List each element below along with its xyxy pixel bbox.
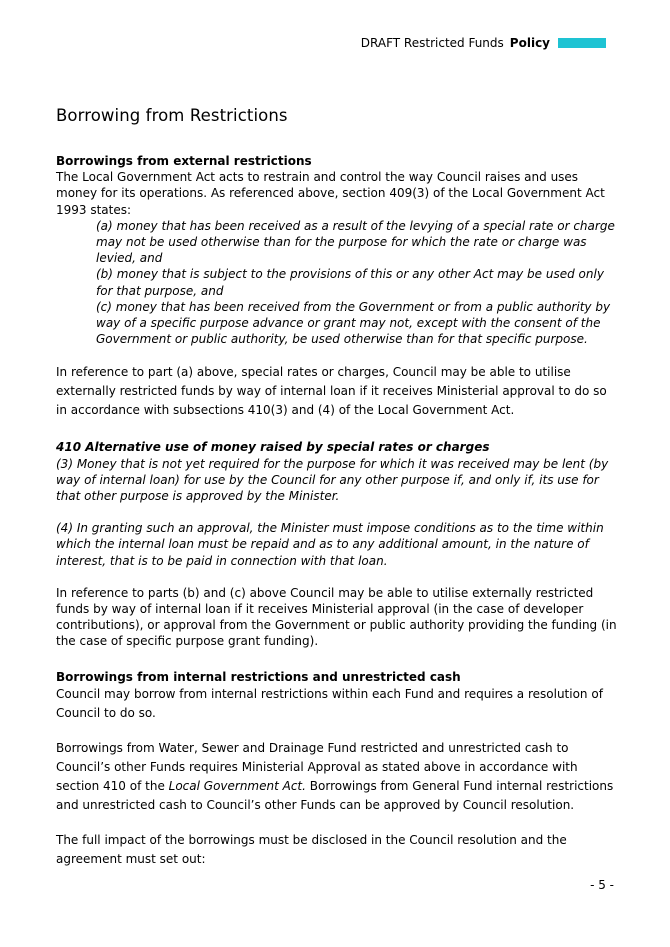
external-restrictions-heading: Borrowings from external restrictions bbox=[56, 154, 312, 168]
internal-restrictions-heading: Borrowings from internal restrictions and unrestricted cash bbox=[56, 669, 461, 684]
header-title-bold: Policy bbox=[509, 36, 550, 50]
page-content bbox=[56, 106, 618, 869]
internal-para-1: Council may borrow from internal restrictions within each Fund and requires a resolution of Council to do so. bbox=[56, 686, 603, 720]
act-name-italic: Local Government Act. bbox=[168, 778, 306, 793]
list-item: (c) money that has been received from the Government or from a public authority by way of a specific purpose advance or grant may not, except with the consent of the Government or public authority, be used otherwise than for that specific purpose. bbox=[96, 299, 611, 347]
header-title: DRAFT Restricted Funds bbox=[360, 36, 504, 50]
list-item: (b) money that is subject to the provisions of this or any other Act may be used only for that purpose, and bbox=[96, 267, 604, 298]
internal-para-3: The full impact of the borrowings must be disclosed in the Council resolution and the agreement must set out: bbox=[56, 832, 567, 866]
section-410-para-3: (3) Money that is not yet required for the purpose for which it was received may be lent (by way of internal loan) for use by the Council for any other purpose if, and only if, its use for that other purpose is approved by the Minister. bbox=[56, 456, 609, 504]
section-410-para-4: (4) In granting such an approval, the Minister must impose conditions as to the time within which the internal loan must be repaid and as to any additional amount, in the nature of interest, that is to be paid in connection with that loan. bbox=[56, 521, 604, 568]
reference-part-a: In reference to part (a) above, special rates or charges, Council may be able to utilise externally restricted funds by way of internal loan if it receives Ministerial approval to do so in accordance with subsections 410(3) and (4) of the Local Government Act. bbox=[56, 365, 607, 418]
internal-para-2-text-end: Borrowings from General Fund internal restrictions and unrestricted cash to Council’s other Funds can be approved by Council resolution. bbox=[56, 778, 614, 812]
header-accent-bar bbox=[558, 38, 606, 48]
list-item: (a) money that has been received as a result of the levying of a special rate or charge may not be used otherwise than for the purpose for which the rate or charge was levied, and bbox=[96, 218, 615, 266]
page-number: - 5 - bbox=[590, 878, 614, 892]
reference-parts-b-c: In reference to parts (b) and (c) above Council may be able to utilise externally restricted funds by way of internal loan if it receives Ministerial approval (in the case of developer contributions), or approval from the Government or public authority providing the funding (in the case of specific purpose grant funding). bbox=[56, 585, 617, 649]
page-header bbox=[361, 36, 606, 50]
section-title: Borrowing from Restrictions bbox=[56, 106, 288, 125]
internal-para-2-text: Borrowings from Water, Sewer and Drainage Fund restricted and unrestricted cash to Council’s other Funds requires Ministerial Approval as stated above in accordance with section 410 of the bbox=[56, 740, 578, 793]
external-intro: The Local Government Act acts to restrain and control the way Council raises and uses money for its operations. As referenced above, section 409(3) of the Local Government Act 1993 states: bbox=[56, 170, 605, 217]
section-410-heading: 410 Alternative use of money raised by special rates or charges bbox=[56, 440, 490, 455]
internal-para-2 bbox=[56, 739, 618, 815]
